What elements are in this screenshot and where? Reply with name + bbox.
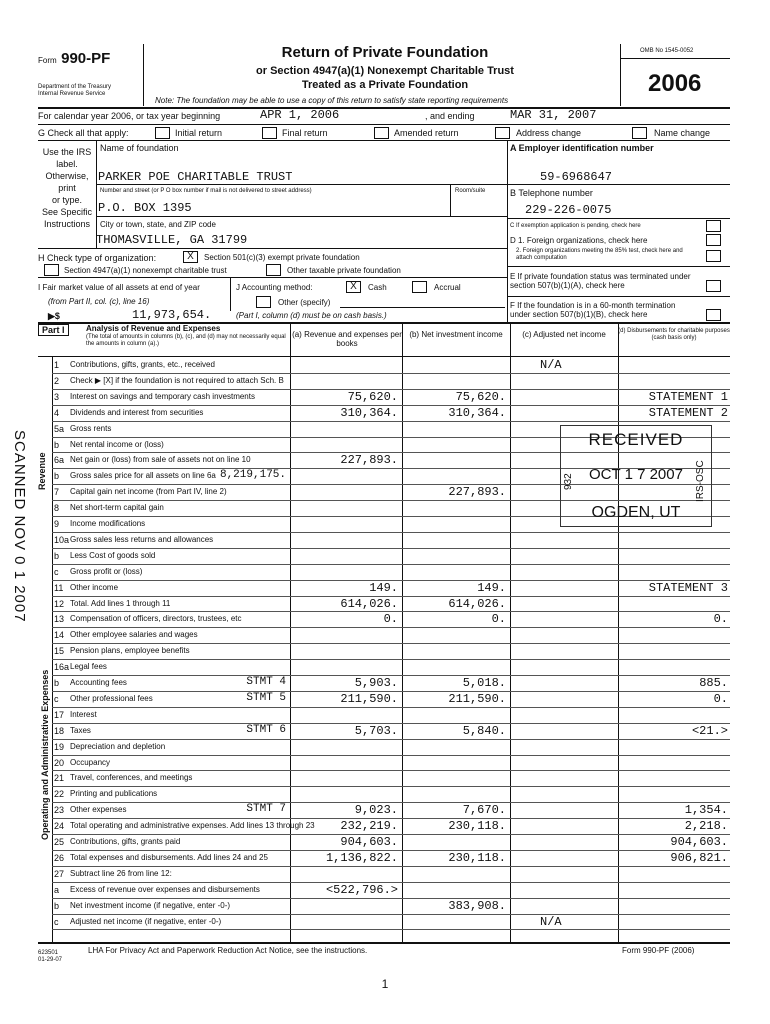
f-60month-label: F If the foundation is in a 60-month termination under section 507(b)(1)(B), check here xyxy=(510,301,676,319)
col-a-value[interactable]: 211,590. xyxy=(340,691,398,706)
fmv-label: I Fair market value of all assets at end of year xyxy=(38,283,200,292)
received-stamp xyxy=(560,425,712,527)
col-b-value[interactable]: 230,118. xyxy=(448,819,506,834)
line-number: b xyxy=(54,900,60,911)
part1-desc: (The total of amounts in columns (b), (c), and (d) may not necessarily equal the amounts in column (a).) xyxy=(86,334,286,347)
line-number: 16a xyxy=(54,662,70,673)
accrual-label: Accrual xyxy=(434,283,461,292)
part1-title: Analysis of Revenue and Expenses xyxy=(86,324,221,333)
row-divider xyxy=(52,866,730,867)
name-change-checkbox[interactable] xyxy=(632,127,647,139)
ein-label: A Employer identification number xyxy=(510,143,654,153)
line-number: 14 xyxy=(54,630,65,641)
stamp-city: OGDEN, UT xyxy=(591,504,681,521)
final-return-checkbox[interactable] xyxy=(262,127,277,139)
col-b-value[interactable]: 230,118. xyxy=(448,850,506,865)
footer-code: 623501 01-29-07 xyxy=(38,950,63,963)
fmv-arrow: ▶$ xyxy=(48,311,60,321)
other-taxable-label: Other taxable private foundation xyxy=(287,266,401,275)
form-prefix: Form xyxy=(38,56,57,65)
line-label: Compensation of officers, directors, trustees, etc xyxy=(70,614,242,624)
row-divider xyxy=(52,914,730,915)
line-label: Occupancy xyxy=(70,757,111,767)
line-number: 13 xyxy=(54,614,65,625)
col-a-value[interactable]: 227,893. xyxy=(340,453,398,468)
line-label: Interest xyxy=(70,709,97,719)
city-state-zip[interactable]: THOMASVILLE, GA 31799 xyxy=(96,233,248,247)
c-exemption-checkbox[interactable] xyxy=(706,220,721,232)
line-number: 4 xyxy=(54,407,60,418)
row-divider xyxy=(52,564,730,565)
4947-checkbox[interactable] xyxy=(44,264,59,276)
col-b-value[interactable]: 211,590. xyxy=(448,691,506,706)
line-label: Printing and publications xyxy=(70,789,158,799)
check-all-label: G Check all that apply: xyxy=(38,128,129,138)
cash-basis-note: (Part I, column (d) must be on cash basis.) xyxy=(236,311,387,320)
line-number: 27 xyxy=(54,868,65,879)
col-a-header: (a) Revenue and expenses per books xyxy=(292,330,402,348)
period-and-ending: , and ending xyxy=(425,111,475,121)
form-title: Return of Private Foundation xyxy=(281,44,489,61)
col-a-value[interactable]: 614,026. xyxy=(340,596,398,611)
col-d-value[interactable]: 885. xyxy=(699,676,728,690)
col-b-value[interactable]: 5,840. xyxy=(462,723,506,738)
side-line: Use the IRS xyxy=(42,147,92,157)
fmv-sub: (from Part II, col. (c), line 16) xyxy=(48,297,150,306)
row-divider xyxy=(52,755,730,756)
line-label: Interest on savings and temporary cash investments xyxy=(70,391,255,401)
line-label: Taxes xyxy=(70,725,91,735)
revenue-side-label xyxy=(37,430,51,530)
other-method-label: Other (specify) xyxy=(278,298,331,307)
row-divider xyxy=(52,627,730,628)
col-b-value[interactable]: 310,364. xyxy=(448,405,506,420)
col-b-value[interactable]: 149. xyxy=(477,580,506,595)
col-b-header: (b) Net investment income xyxy=(409,330,503,339)
accrual-checkbox[interactable] xyxy=(412,281,427,293)
col-d-value[interactable]: 0. xyxy=(713,691,728,706)
row-divider xyxy=(52,707,730,708)
line-number: 17 xyxy=(54,709,65,720)
row-divider xyxy=(52,659,730,660)
line-label: Capital gain net income (from Part IV, line 2) xyxy=(70,487,227,497)
department xyxy=(38,84,138,98)
line-label: Other professional fees xyxy=(70,693,153,703)
col-a-value[interactable]: 9,023. xyxy=(354,803,398,818)
line-number: a xyxy=(54,884,60,895)
form-note: Note: The foundation may be able to use a copy of this return to satisfy state reporting requirements xyxy=(155,96,509,105)
org-type-label: H Check type of organization: xyxy=(38,253,157,263)
line-number: 26 xyxy=(54,852,65,863)
line-label: Pension plans, employee benefits xyxy=(70,646,190,656)
amended-return-checkbox[interactable] xyxy=(374,127,389,139)
row-divider xyxy=(52,548,730,549)
col-d-value[interactable]: STATEMENT 2 xyxy=(648,405,728,420)
f-60month-checkbox[interactable] xyxy=(706,309,721,321)
line-label: Dividends and interest from securities xyxy=(70,407,204,417)
address-change-label: Address change xyxy=(516,128,582,138)
line-label: Depreciation and depletion xyxy=(70,741,166,751)
form-id xyxy=(38,50,110,68)
line-number: c xyxy=(54,916,59,927)
line-number: 11 xyxy=(54,582,64,593)
line-label: Net short-term capital gain xyxy=(70,503,164,513)
period-end[interactable]: MAR 31, 2007 xyxy=(510,108,597,122)
line-number: b xyxy=(54,439,60,450)
line-number: 21 xyxy=(54,773,65,784)
row-divider xyxy=(52,929,730,930)
page-number: 1 xyxy=(381,977,389,991)
line-number: 5a xyxy=(54,423,65,434)
row-divider xyxy=(52,373,730,374)
line-label: Check ▶ [X] if the foundation is not required to attach Sch. B xyxy=(70,375,284,385)
line-label: Contributions, gifts, grants paid xyxy=(70,837,181,846)
line-number: 24 xyxy=(54,821,65,832)
col-c-header: (c) Adjusted net income xyxy=(522,330,606,339)
line-label: Legal fees xyxy=(70,662,107,672)
side-line: Instructions xyxy=(43,219,91,229)
col-b-value[interactable]: 5,018. xyxy=(462,676,506,690)
stamp-right-code-text: IRS-OSC xyxy=(695,460,706,502)
line-label: Gross sales price for all assets on line 6a xyxy=(70,471,216,481)
city-label: City or town, state, and ZIP code xyxy=(100,220,216,229)
line-number: 10a xyxy=(54,534,70,545)
col-b-value[interactable]: 0. xyxy=(491,612,506,627)
501c3-label: Section 501(c)(3) exempt private foundation xyxy=(204,253,360,262)
d2-foreign-checkbox[interactable] xyxy=(706,250,721,262)
expenses-text: Operating and Administrative Expenses xyxy=(40,669,50,840)
line-label: Other expenses xyxy=(70,805,127,815)
col-b-value[interactable]: 383,908. xyxy=(448,898,506,913)
line-label: Other income xyxy=(70,582,119,592)
irs-label-instructions xyxy=(38,146,96,230)
line-number: b xyxy=(54,471,60,482)
row-divider xyxy=(52,739,730,740)
d1-foreign-checkbox[interactable] xyxy=(706,234,721,246)
line-label: Net investment income (if negative, enter -0-) xyxy=(70,900,231,910)
line-label: Adjusted net income (if negative, enter -0-) xyxy=(70,916,222,926)
line-label: Total operating and administrative expenses. Add lines 13 through 23 xyxy=(70,821,315,831)
line-number: 8 xyxy=(54,503,60,514)
d1-foreign-label: D 1. Foreign organizations, check here xyxy=(510,236,648,245)
line-number: 6a xyxy=(54,455,65,466)
line-number: 3 xyxy=(54,391,60,402)
address-change-checkbox[interactable] xyxy=(495,127,510,139)
initial-return-checkbox[interactable] xyxy=(155,127,170,139)
line-number: 22 xyxy=(54,789,65,800)
col-b-value[interactable]: 614,026. xyxy=(448,596,506,611)
line-number: b xyxy=(54,550,60,561)
col-d-value[interactable]: <21.> xyxy=(691,723,728,738)
col-a-value[interactable]: 310,364. xyxy=(340,405,398,420)
col-d-header: (d) Disbursements for charitable purposes (cash basis only) xyxy=(618,328,730,341)
col-b-value[interactable]: 75,620. xyxy=(455,389,506,404)
row-divider xyxy=(52,421,730,422)
line-label: Net gain or (loss) from sale of assets not on line 10 xyxy=(70,455,251,465)
line-number: b xyxy=(54,678,60,688)
col-a-value[interactable]: <522,796.> xyxy=(325,882,398,897)
line-statement-ref: STMT 4 xyxy=(246,676,286,688)
line-label: Gross sales less returns and allowances xyxy=(70,534,214,544)
phone-label: B Telephone number xyxy=(510,188,593,198)
foundation-name[interactable]: PARKER POE CHARITABLE TRUST xyxy=(98,170,293,184)
stamp-right-code xyxy=(695,446,709,506)
period-begin[interactable]: APR 1, 2006 xyxy=(260,108,340,122)
side-line: print xyxy=(58,183,76,193)
line-statement-ref: 8,219,175. xyxy=(219,469,286,482)
foundation-name-label: Name of foundation xyxy=(100,143,179,153)
form-subtitle-1: or Section 4947(a)(1) Nonexempt Charitable Trust xyxy=(256,65,514,77)
line-label: Total. Add lines 1 through 11 xyxy=(70,598,171,608)
row-divider xyxy=(52,770,730,771)
row-divider xyxy=(52,532,730,533)
phone-value[interactable]: 229-226-0075 xyxy=(525,203,612,217)
room-label: Room/suite xyxy=(455,188,486,194)
col-a-value[interactable]: 5,703. xyxy=(354,723,398,738)
col-d-value[interactable]: 906,821. xyxy=(670,850,728,865)
ein-value[interactable]: 59-6968647 xyxy=(540,170,613,184)
line-number: 19 xyxy=(54,741,65,752)
dept-line1: Department of the Treasury xyxy=(38,84,112,90)
street-label: Number and street (or P O box number if mail is not delivered to street address) xyxy=(100,188,312,194)
line-number: 12 xyxy=(54,598,65,609)
line-label: Gross rents xyxy=(70,423,112,433)
e-terminated-checkbox[interactable] xyxy=(706,280,721,292)
row-divider xyxy=(52,898,730,899)
col-a-value[interactable]: 5,903. xyxy=(354,676,398,690)
side-line: or type. xyxy=(51,195,82,205)
fmv-value[interactable]: 11,973,654. xyxy=(132,308,212,322)
revenue-text: Revenue xyxy=(37,452,47,490)
line-number: 7 xyxy=(54,487,60,498)
line-number: c xyxy=(54,566,59,577)
col-c-value[interactable]: N/A xyxy=(540,914,562,929)
line-label: Other employee salaries and wages xyxy=(70,630,198,640)
line-label: Income modifications xyxy=(70,519,146,528)
part1-tag: Part I xyxy=(38,324,69,336)
accounting-method-label: J Accounting method: xyxy=(236,283,313,292)
scanned-text: SCANNED NOV 0 1 2007 xyxy=(11,430,28,623)
line-label: Total expenses and disbursements. Add lines 24 and 25 xyxy=(70,852,268,862)
line-label: Subtract line 26 from line 12: xyxy=(70,868,172,878)
c-exemption-label: C If exemption application is pending, check here xyxy=(510,223,641,229)
line-label: Excess of revenue over expenses and disbursements xyxy=(70,884,260,894)
dept-line2: Internal Revenue Service xyxy=(38,91,106,97)
col-a-value[interactable]: 904,603. xyxy=(340,835,398,849)
line-label: Travel, conferences, and meetings xyxy=(70,773,193,783)
row-divider xyxy=(52,786,730,787)
col-d-value[interactable]: 1,354. xyxy=(684,803,728,818)
col-c-value[interactable]: N/A xyxy=(540,358,562,372)
initial-return-label: Initial return xyxy=(175,128,223,138)
line-label: Gross profit or (loss) xyxy=(70,566,143,576)
footer-form-ref: Form 990-PF (2006) xyxy=(622,946,695,955)
omb-number: OMB No 1545-0052 xyxy=(640,48,694,54)
e-terminated-label: E If private foundation status was terminated under section 507(b)(1)(A), check here xyxy=(510,272,691,290)
period-label: For calendar year 2006, or tax year beginning xyxy=(38,111,221,121)
street-address[interactable]: P.O. BOX 1395 xyxy=(98,201,192,215)
stamp-left-code-text: 932 xyxy=(563,473,574,490)
4947-label: Section 4947(a)(1) nonexempt charitable trust xyxy=(64,266,227,275)
cash-checkbox[interactable]: X xyxy=(346,281,361,293)
row-divider xyxy=(52,643,730,644)
line-number: 18 xyxy=(54,725,65,736)
col-a-value[interactable]: 1,136,822. xyxy=(325,850,398,865)
line-label: Contributions, gifts, grants, etc., received xyxy=(70,360,215,369)
col-d-value[interactable]: 2,218. xyxy=(684,819,728,834)
col-d-value[interactable]: 904,603. xyxy=(670,835,728,849)
expenses-side-label xyxy=(40,650,52,850)
scanned-stamp xyxy=(6,430,30,630)
col-b-value[interactable]: 7,670. xyxy=(462,803,506,818)
side-line: label. xyxy=(56,159,78,169)
col-d-value[interactable]: STATEMENT 1 xyxy=(648,389,728,404)
col-d-value[interactable]: 0. xyxy=(713,612,728,627)
tax-year: 2006 xyxy=(648,70,702,97)
amended-return-label: Amended return xyxy=(394,128,459,138)
col-d-value[interactable]: STATEMENT 3 xyxy=(648,580,728,595)
line-label: Net rental income or (loss) xyxy=(70,439,164,449)
side-line: Otherwise, xyxy=(45,171,89,181)
line-number: 9 xyxy=(54,519,60,529)
side-line: See Specific xyxy=(41,207,93,217)
col-b-value[interactable]: 227,893. xyxy=(448,485,506,500)
line-number: 1 xyxy=(54,360,60,370)
line-number: 25 xyxy=(54,837,65,847)
other-taxable-checkbox[interactable] xyxy=(266,264,281,276)
line-label: Accounting fees xyxy=(70,678,127,687)
line-number: 20 xyxy=(54,757,65,768)
line-number: 23 xyxy=(54,805,65,816)
cash-label: Cash xyxy=(368,283,387,292)
line-statement-ref: STMT 5 xyxy=(246,691,286,704)
stamp-left-code xyxy=(563,456,577,496)
line-statement-ref: STMT 7 xyxy=(246,803,286,816)
501c3-checkbox[interactable]: X xyxy=(183,251,198,263)
col-a-value[interactable]: 149. xyxy=(369,580,398,595)
line-number: 15 xyxy=(54,646,65,657)
col-a-value[interactable]: 0. xyxy=(383,612,398,627)
final-return-label: Final return xyxy=(282,128,328,138)
line-label: Less Cost of goods sold xyxy=(70,550,156,560)
line-statement-ref: STMT 6 xyxy=(246,723,286,736)
stamp-date: OCT 1 7 2007 xyxy=(589,466,683,483)
col-a-value[interactable]: 232,219. xyxy=(340,819,398,834)
name-change-label: Name change xyxy=(654,128,711,138)
form-subtitle-2: Treated as a Private Foundation xyxy=(301,79,469,91)
d2-foreign-label: 2. Foreign organizations meeting the 85% test, check here and attach computation xyxy=(516,248,683,261)
stamp-received: RECEIVED xyxy=(588,430,684,449)
form-number: 990-PF xyxy=(61,50,111,67)
footer-notice: LHA For Privacy Act and Paperwork Reduction Act Notice, see the instructions. xyxy=(88,946,368,955)
other-method-checkbox[interactable] xyxy=(256,296,271,308)
col-a-value[interactable]: 75,620. xyxy=(347,389,398,404)
line-number: c xyxy=(54,693,59,704)
line-number: 2 xyxy=(54,375,60,386)
